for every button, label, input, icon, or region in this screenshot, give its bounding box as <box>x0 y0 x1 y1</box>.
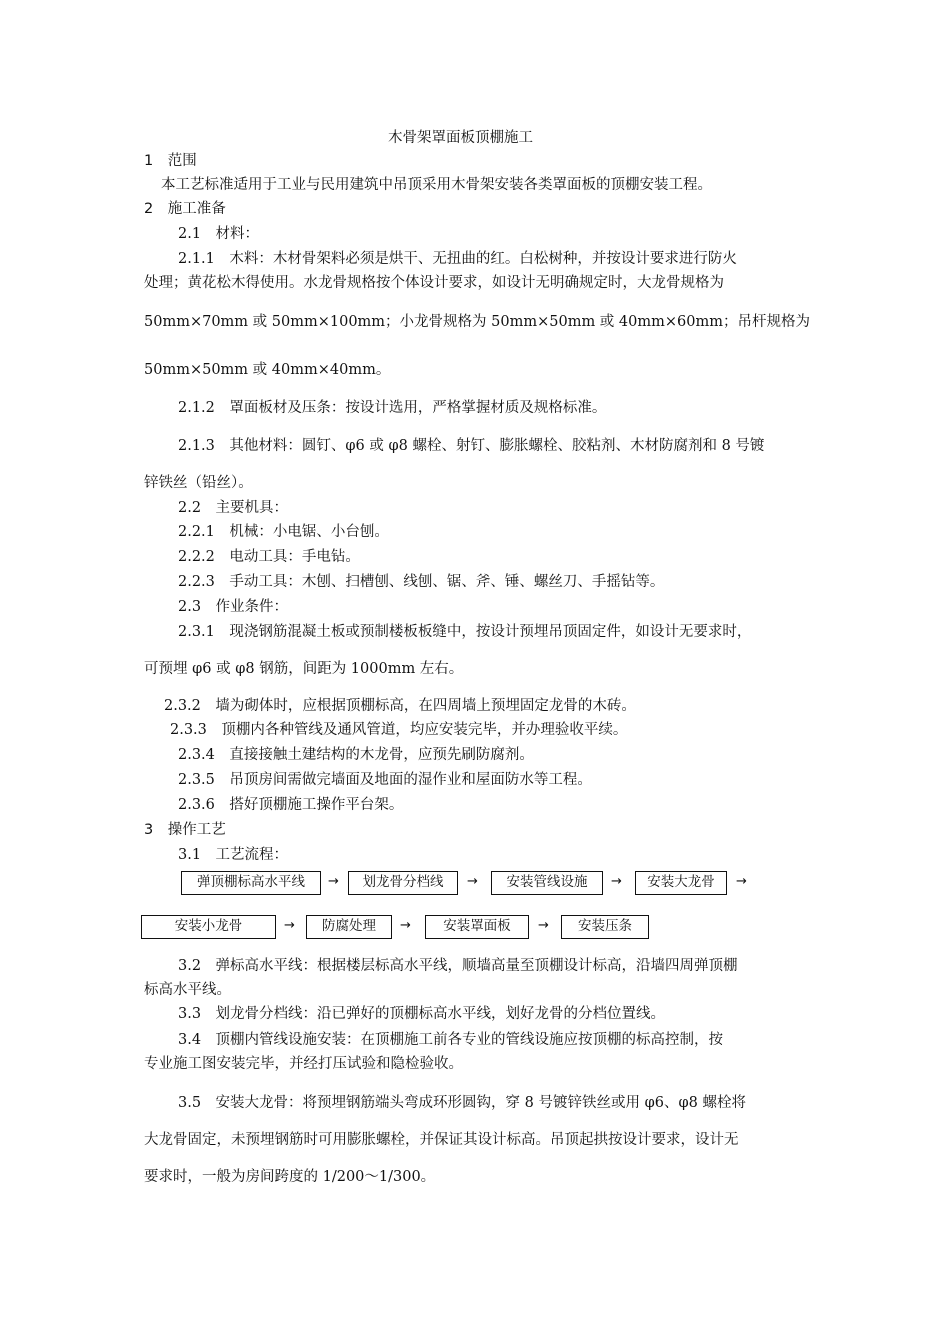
section-1-heading: 1 范围 <box>144 153 197 169</box>
para-2-3-6: 2.3.6 搭好顶棚施工操作平台架。 <box>178 797 404 813</box>
para-3-5-line3: 要求时，一般为房间跨度的 1/200～1/300。 <box>144 1169 436 1185</box>
para-3-5-line2: 大龙骨固定，未预埋钢筋时可用膨胀螺栓，并保证其设计标高。吊顶起拱按设计要求，设计无 <box>144 1132 739 1148</box>
para-2-1-1-line2: 处理；黄花松木得使用。水龙骨规格按个体设计要求，如设计无明确规定时，大龙骨规格为 <box>144 275 724 291</box>
para-2-2: 2.2 主要机具： <box>178 500 289 516</box>
flow-step-box: 安装压条 <box>561 915 649 939</box>
flow-step-box: 安装罩面板 <box>425 915 529 939</box>
arrow-right-icon: → <box>400 918 411 933</box>
arrow-right-icon: → <box>611 874 622 889</box>
arrow-right-icon: → <box>284 918 295 933</box>
para-2-3-1-line2: 可预埋 φ6 或 φ8 钢筋，间距为 1000mm 左右。 <box>144 661 464 677</box>
para-2-2-1: 2.2.1 机械：小电锯、小台刨。 <box>178 524 389 540</box>
arrow-right-icon: → <box>736 874 747 889</box>
para-2-1-3-line1: 2.1.3 其他材料：圆钉、φ6 或 φ8 螺栓、射钉、膨胀螺栓、胶粘剂、木材防腐剂和 8 号镀 <box>178 438 765 454</box>
para-3-2-line2: 标高水平线。 <box>144 982 231 998</box>
flow-step-box: 安装大龙骨 <box>635 871 727 895</box>
para-3-3: 3.3 划龙骨分档线：沿已弹好的顶棚标高水平线，划好龙骨的分档位置线。 <box>178 1006 666 1022</box>
para-3-2-line1: 3.2 弹标高水平线：根据楼层标高水平线，顺墙高量至顶棚设计标高，沿墙四周弹顶棚 <box>178 958 738 974</box>
para-2-3-4: 2.3.4 直接接触土建结构的木龙骨，应预先刷防腐剂。 <box>178 747 534 763</box>
para-2-3-5: 2.3.5 吊顶房间需做完墙面及地面的湿作业和屋面防水等工程。 <box>178 772 592 788</box>
flow-step-box: 安装管线设施 <box>491 871 603 895</box>
para-2-1-1-line3: 50mm×70mm 或 50mm×100mm；小龙骨规格为 50mm×50mm 或 40mm×60mm；吊杆规格为 <box>144 314 810 330</box>
flow-step-box: 防腐处理 <box>306 915 392 939</box>
arrow-right-icon: → <box>538 918 549 933</box>
para-2-3: 2.3 作业条件： <box>178 599 289 615</box>
page-title: 木骨架罩面板顶棚施工 <box>388 130 533 146</box>
para-2-1-3-line2: 锌铁丝（铅丝）。 <box>144 475 253 491</box>
para-3-4-line1: 3.4 顶棚内管线设施安装：在顶棚施工前各专业的管线设施应按顶棚的标高控制，按 <box>178 1032 724 1048</box>
para-2-1-2: 2.1.2 罩面板材及压条：按设计选用，严格掌握材质及规格标准。 <box>178 400 607 416</box>
section-2-heading: 2 施工准备 <box>144 201 226 217</box>
para-2-1-1-line1: 2.1.1 木料：木材骨架料必须是烘干、无扭曲的红。白松树种，并按设计要求进行防火 <box>178 251 737 267</box>
para-2-1: 2.1 材料： <box>178 226 260 242</box>
flow-step-box: 划龙骨分档线 <box>348 871 458 895</box>
section-3-heading: 3 操作工艺 <box>144 822 226 838</box>
para-2-3-1-line1: 2.3.1 现浇钢筋混凝土板或预制楼板板缝中，按设计预埋吊顶固定件，如设计无要求时， <box>178 624 752 640</box>
para-2-3-3: 2.3.3 顶棚内各种管线及通风管道，均应安装完毕，并办理验收平续。 <box>170 722 628 738</box>
arrow-right-icon: → <box>467 874 478 889</box>
para-2-3-2: 2.3.2 墙为砌体时，应根据顶棚标高，在四周墙上预埋固定龙骨的木砖。 <box>164 698 636 714</box>
flow-step-box: 安装小龙骨 <box>141 915 276 939</box>
para-3-4-line2: 专业施工图安装完毕，并经打压试验和隐检验收。 <box>144 1056 463 1072</box>
arrow-right-icon: → <box>328 874 339 889</box>
para-2-2-2: 2.2.2 电动工具：手电钻。 <box>178 549 360 565</box>
section-1-text: 本工艺标准适用于工业与民用建筑中吊顶采用木骨架安装各类罩面板的顶棚安装工程。 <box>161 177 712 193</box>
para-2-1-1-line4: 50mm×50mm 或 40mm×40mm。 <box>144 362 391 378</box>
para-2-2-3: 2.2.3 手动工具：木刨、扫槽刨、线刨、锯、斧、锤、螺丝刀、手摇钻等。 <box>178 574 665 590</box>
para-3-1: 3.1 工艺流程： <box>178 847 289 863</box>
flow-step-box: 弹顶棚标高水平线 <box>181 871 321 895</box>
para-3-5-line1: 3.5 安装大龙骨：将预埋钢筋端头弯成环形圆钩，穿 8 号镀锌铁丝或用 φ6、φ8 螺栓将 <box>178 1095 746 1111</box>
